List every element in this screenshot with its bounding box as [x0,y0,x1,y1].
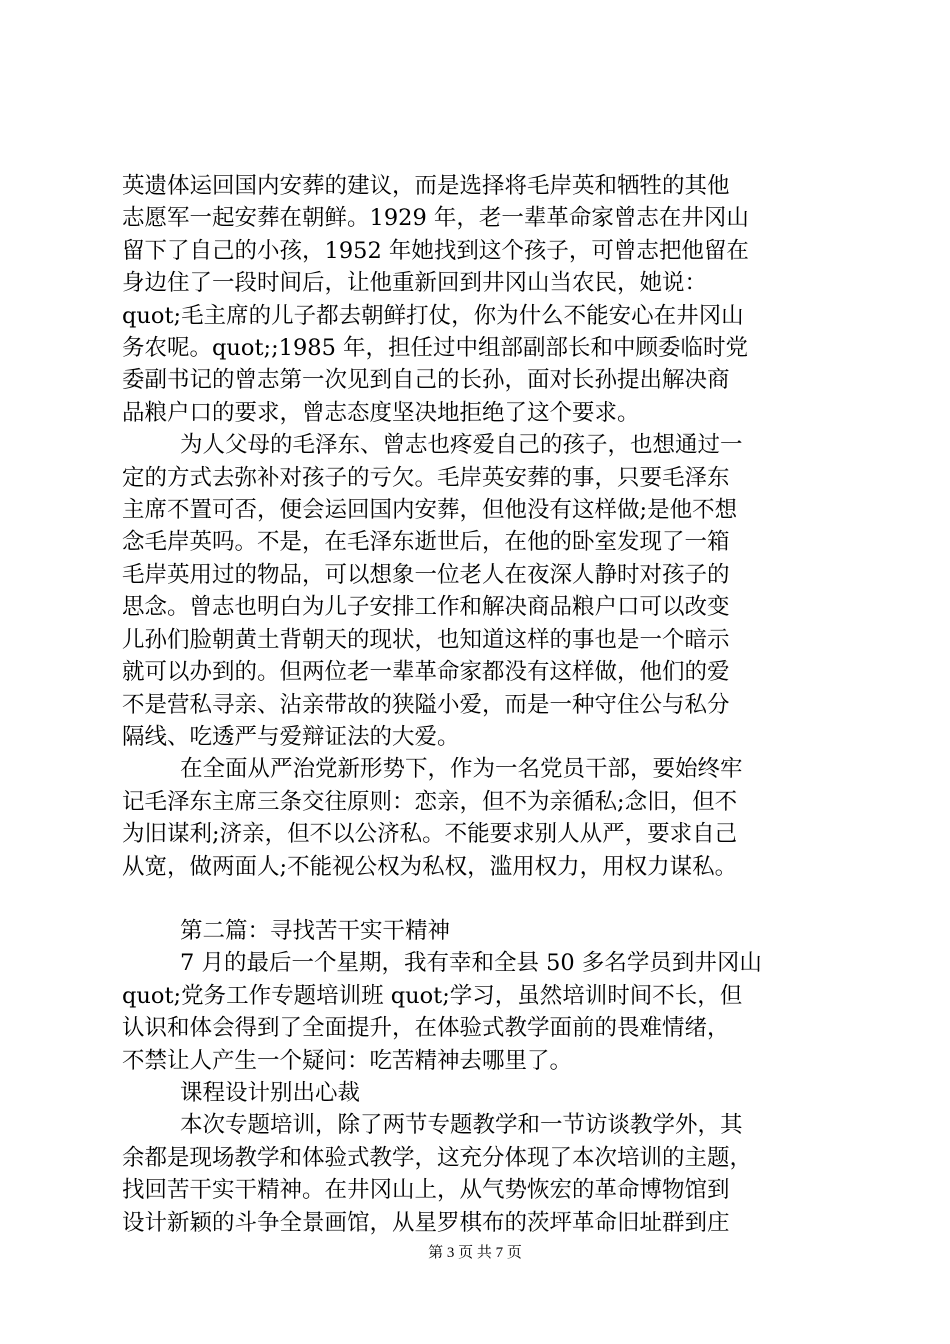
section-heading: 第二篇：寻找苦干实干精神 [180,917,451,944]
paragraph-4: 7 月的最后一个星期，我有幸和全县 50 多名学员到井冈山 quot;党务工作专题培训班 quot;学习，虽然培训时间不长，但 认识和体会得到了全面提升，在体验式教学面前的畏难情绪， 不禁让人产生一个疑问：吃苦精神去哪里了。 [122,950,762,1074]
subheading: 课程设计别出心裁 [180,1079,361,1106]
paragraph-3: 在全面从严治党新形势下，作为一名党员干部，要始终牢 记毛泽东主席三条交往原则：恋亲，但不为亲循私;念旧，但不 为旧谋利;济亲，但不以公济私。不能要求别人从严，要求自己 从宽，做两面人;不能视公权为私权，滥用权力，用权力谋私。 [122,756,743,880]
paragraph-5: 本次专题培训，除了两节专题教学和一节访谈教学外，其 余都是现场教学和体验式教学，这充分体现了本次培训的主题， 找回苦干实干精神。在井冈山上，从气势恢宏的革命博物馆到 设计新颖的斗争全景画馆，从星罗棋布的茨坪革命旧址群到庄 [122,1112,753,1236]
paragraph-2: 为人父母的毛泽东、曾志也疼爱自己的孩子，也想通过一 定的方式去弥补对孩子的亏欠。毛岸英安葬的事，只要毛泽东 主席不置可否，便会运回国内安葬，但他没有这样做;是他不想 念毛岸英吗。不是，在毛泽东逝世后，在他的卧室发现了一箱 毛岸英用过的物品，可以想象一位老人在夜深人静时对孩子的 思念。曾志也明白为儿子安排工作和解决商品粮户口可以改变 儿孙们脸朝黄土背朝天的现状，也知道这样的事也是一个暗示 就可以办到的。但两位老一辈革命家都没有这样做，他们的爱 不是营私寻亲、沾亲带故的狭隘小爱，而是一种守住公与私分 隔线、吃透严与爱辩证法的大爱。 [122,432,743,750]
paragraph-1: 英遗体运回国内安葬的建议，而是选择将毛岸英和牺牲的其他 志愿军一起安葬在朝鲜。1929 年，老一辈革命家曾志在井冈山 留下了自己的小孩，1952 年她找到这个孩子，可曾志把他留在 身边住了一段时间后，让他重新回到井冈山当农民，她说： quot;毛主席的儿子都去朝鲜打仗，你为什么不能安心在井冈山 务农呢。quot;;1985 年，担任过中组部副部长和中顾委临时党 委副书记的曾志第一次见到自己的长孙，面对长孙提出解决商 品粮户口的要求，曾志态度坚决地拒绝了这个要求。 [122,173,749,426]
document-body [122,170,832,1239]
page-footer: 第 3 页 共 7 页 [428,1245,522,1261]
paragraph-gap [122,883,832,915]
